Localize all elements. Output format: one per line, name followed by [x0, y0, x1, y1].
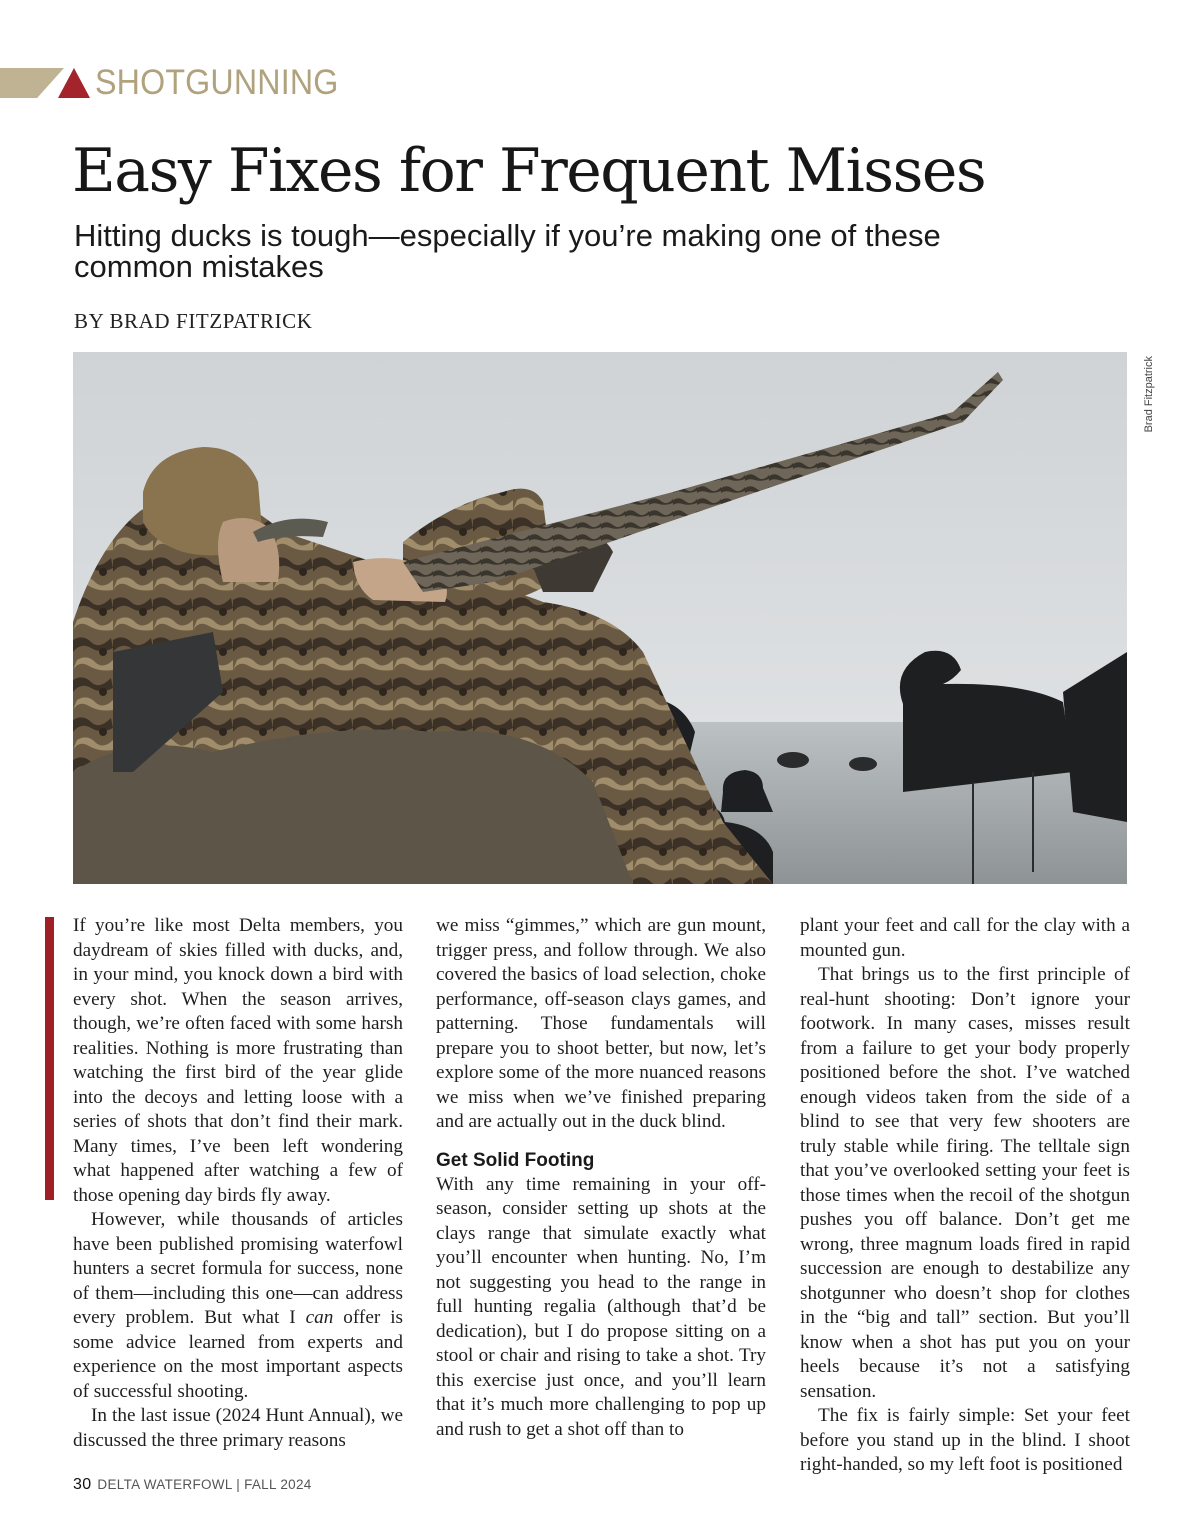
photo-credit: Brad Fitzpatrick — [1143, 356, 1155, 433]
paragraph: With any time remaining in your off-season, consider setting up shots at the clays range that simulate exactly what you’ll encounter when hunting. No, I’m not suggesting you head to the range in full hunting regalia (although that’d be dedication), but I do propose sitting on a stool or chair and rising to take a shot. Try this exercise just once, and you’ll learn that it’s much more challenging to pop up and rush to get a shot off than to — [436, 1173, 766, 1440]
page-footer — [73, 1476, 312, 1494]
emphasis: can — [305, 1307, 334, 1328]
paragraph — [73, 1208, 403, 1404]
triangle-icon — [58, 68, 90, 98]
text-span: offer is some advice learned from experts and experience on the most important aspects of successful shooting. — [73, 1307, 403, 1402]
body-column-3 — [800, 914, 1130, 1478]
article-title: Easy Fixes for Frequent Misses — [72, 136, 986, 206]
byline: BY BRAD FITZPATRICK — [74, 309, 313, 333]
paragraph: plant your feet and call for the clay with a mounted gun. — [800, 915, 1130, 961]
paragraph: The fix is fairly simple: Set your feet before you stand up in the blind. I shoot right-handed, so my left foot is positioned — [800, 1405, 1130, 1475]
section-label: SHOTGUNNING — [95, 63, 339, 102]
section-color-band — [0, 68, 64, 98]
body-column-1 — [73, 914, 403, 1453]
hero-photo — [73, 352, 1127, 884]
article-subtitle: Hitting ducks is tough—especially if you’re making one of these common mistakes — [74, 218, 941, 284]
paragraph: If you’re like most Delta members, you daydream of skies filled with ducks, and, in your mind, you knock down a bird with every shot. When the season arrives, though, we’re often faced with some harsh realities. Nothing is more frustrating than watching the first bird of the year glide into the decoys and letting loose with a series of shots that don’t find their mark. Many times, I’ve been left wondering what happened after watching a few of those opening day birds fly away. — [73, 915, 403, 1206]
paragraph: That brings us to the first principle of real-hunt shooting: Don’t ignore your footwork. In many cases, misses result from a failure to get your body properly positioned before the shot. I’ve watched enough videos taken from the side of a blind to see that very few shooters are truly stable while firing. The telltale sign that you’ve overlooked setting your feet is those times when the recoil of the shotgun pushes you off balance. Don’t get me wrong, three magnum loads fired in rapid succession are enough to destabilize any shotgunner who doesn’t shop for clothes in the “big and tall” section. But you’ll know when a shot has put you on your heels because it’s not a satisfying sensation. — [800, 964, 1130, 1402]
subheading: Get Solid Footing — [436, 1149, 595, 1171]
paragraph: In the last issue (2024 Hunt Annual), we discussed the three primary reasons — [73, 1405, 403, 1451]
body-column-2 — [436, 914, 766, 1442]
paragraph: we miss “gimmes,” which are gun mount, trigger press, and follow through. We also covered the basics of load selection, choke performance, off-season clays games, and patterning. Those fundamentals will prepare you to shoot better, but now, let’s explore some of the more nuanced reasons we miss when we’ve finished preparing and are actually out in the duck blind. — [436, 915, 766, 1132]
page-number: 30 — [73, 1476, 92, 1493]
text-span: However, while thousands of articles have been published promising waterfowl hunters a secret formula for success, none of them—including this one—can address every problem. But what I — [73, 1209, 403, 1328]
publication-line: DELTA WATERFOWL | FALL 2024 — [97, 1477, 312, 1492]
drop-rule — [45, 917, 54, 1200]
